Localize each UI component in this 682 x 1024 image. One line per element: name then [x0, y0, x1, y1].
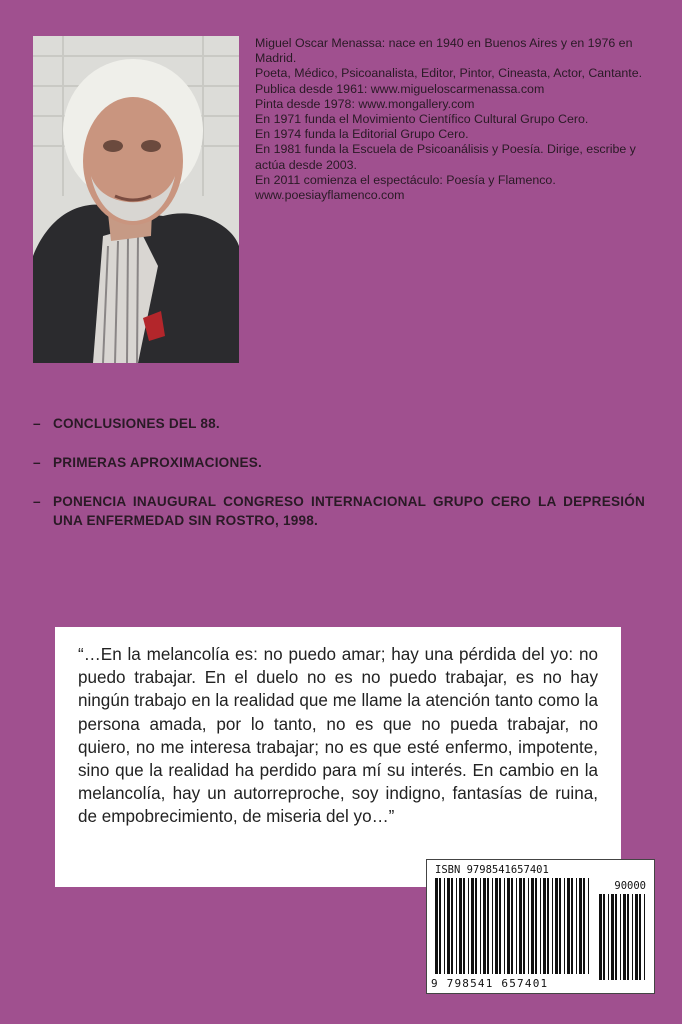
- list-dash: –: [33, 494, 41, 509]
- quote-box: [55, 627, 621, 887]
- list-item: [33, 414, 645, 433]
- barcode-addon-bars: [599, 894, 645, 980]
- price-code: 90000: [614, 880, 646, 892]
- bio-line: En 1974 funda la Editorial Grupo Cero.: [255, 127, 469, 142]
- isbn-digits: 9 798541 657401: [431, 977, 549, 990]
- quote-text: “…En la melancolía es: no puedo amar; hay una pérdida del yo: no puedo trabajar. En el duelo no es no puedo trabajar, es no hay ningún trabajo en la realidad que me llame la atención tanto como la persona amada, por lo tanto, no es que no pueda trabajar, no quiero, no me interesa trabajar; no es que esté enfermo, impotente, sino que la realidad ha perdido para mí su interés. En cambio en la melancolía, hay un autorreproche, soy indigno, fantasías de ruina, de empobrecimiento, de miseria del yo…”: [78, 645, 598, 827]
- bio-line: En 1971 funda el Movimiento Científico Cultural Grupo Cero.: [255, 112, 589, 127]
- bio-line: Pinta desde 1978: www.mongallery.com: [255, 96, 475, 111]
- author-photo: [33, 36, 239, 363]
- list-dash: –: [33, 416, 41, 431]
- list-dash: –: [33, 455, 41, 470]
- bio-line: En 2011 comienza el espectáculo: Poesía y Flamenco. www.poesiayflamenco.com: [255, 172, 556, 203]
- barcode-bars: [435, 878, 593, 974]
- work-title: PONENCIA INAUGURAL CONGRESO INTERNACIONAL GRUPO CERO LA DEPRESIÓN UNA ENFERMEDAD SIN ROSTRO, 1998.: [53, 494, 645, 528]
- isbn-label: ISBN 9798541657401: [435, 864, 549, 876]
- work-title: PRIMERAS APROXIMACIONES.: [53, 455, 262, 470]
- list-item: [33, 453, 645, 472]
- bio-line: Publica desde 1961: www.migueloscarmenassa.com: [255, 81, 545, 96]
- bio-line: Poeta, Médico, Psicoanalista, Editor, Pintor, Cineasta, Actor, Cantante.: [255, 66, 643, 81]
- works-list: [33, 414, 645, 550]
- barcode-box: [426, 859, 655, 994]
- bio-line: Miguel Oscar Menassa: nace en 1940 en Buenos Aires y en 1976 en Madrid.: [255, 36, 633, 66]
- list-item: [33, 492, 645, 530]
- work-title: CONCLUSIONES DEL 88.: [53, 416, 220, 431]
- bio-line: En 1981 funda la Escuela de Psicoanálisis y Poesía. Dirige, escribe y actúa desde 2003.: [255, 142, 636, 172]
- author-bio: [255, 36, 653, 203]
